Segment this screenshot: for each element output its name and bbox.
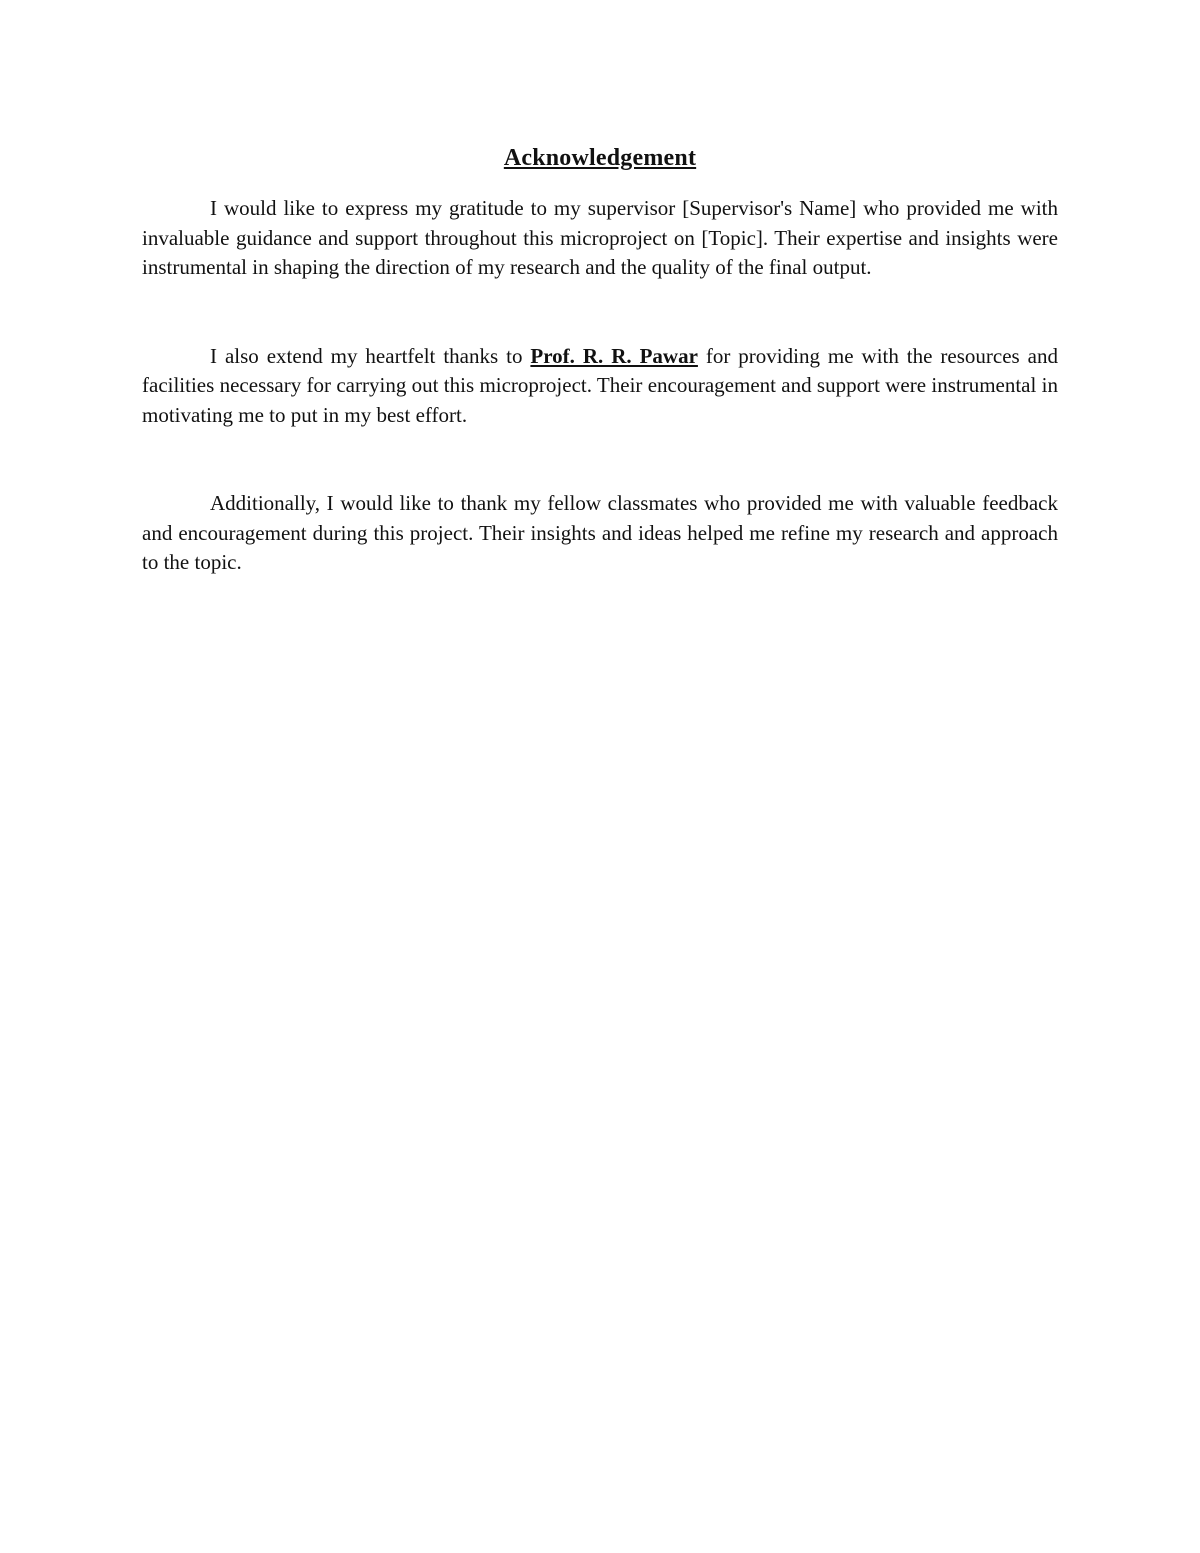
professor-name: Prof. R. R. Pawar: [530, 343, 698, 368]
paragraph-supervisor: I would like to express my gratitude to my supervisor [Supervisor's Name] who provided me with invaluable guidance and support throughout this microproject on [Topic]. Their expertise and insights were instrumental in shaping the direction of my research and the quality of the final output.: [142, 196, 1058, 279]
paragraph-professor-intro: I also extend my heartfelt thanks to: [210, 343, 531, 368]
paragraph-classmates: Additionally, I would like to thank my fellow classmates who provided me with valuable feedback and encouragement during this project. Their insights and ideas helped me refine my research and approach to the topic.: [142, 491, 1058, 574]
paragraph-professor: [142, 342, 1058, 431]
page-title: Acknowledgement: [503, 145, 697, 171]
document-body: [142, 140, 1058, 578]
paragraph-professor-rest: for providing me with the resources and facilities necessary for carrying out this microproject. Their encouragement and support were instrumental in motivating me to put in my best effort.: [142, 343, 1058, 427]
